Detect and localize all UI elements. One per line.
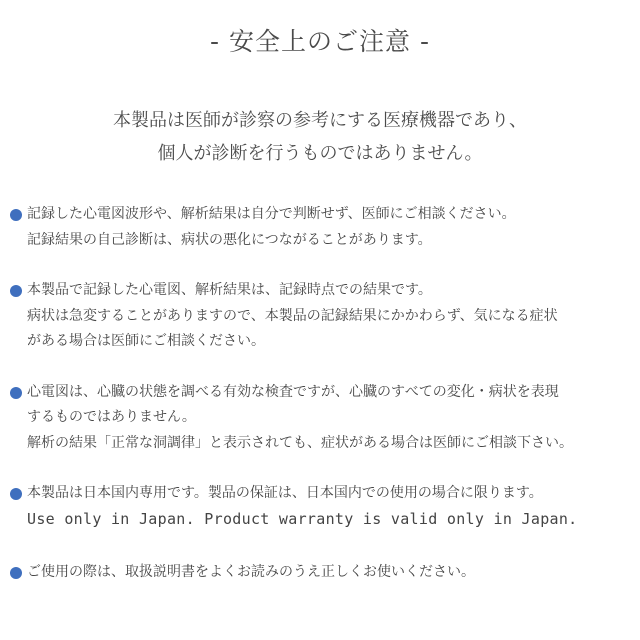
- notice-item: [10, 481, 635, 532]
- notice-list: [10, 202, 635, 586]
- notice-line: 記録した心電図波形や、解析結果は自分で判断せず、医師にご相談ください。: [27, 206, 516, 222]
- notice-item: [10, 278, 635, 355]
- notice-line: 本製品は日本国内専用です。製品の保証は、日本国内での使用の場合に限ります。: [27, 485, 543, 501]
- intro-line: 個人が診断を行うものではありません。: [157, 143, 483, 164]
- notice-item: [10, 560, 635, 586]
- notice-line: がある場合は医師にご相談ください。: [27, 333, 265, 349]
- notice-item: [10, 202, 635, 253]
- notice-line: 記録結果の自己診断は、病状の悪化につながることがあります。: [27, 231, 432, 248]
- bullet-dot-icon: [10, 209, 22, 221]
- bullet-dot-icon: [10, 567, 22, 579]
- notice-line: 心電図は、心臓の状態を調べる有効な検査ですが、心臓のすべての変化・病状を表現: [27, 383, 559, 400]
- notice-line-english: Use only in Japan. Product warranty is valid only in Japan.: [27, 509, 578, 528]
- notice-line: 解析の結果「正常な洞調律」と表示されても、症状がある場合は医師にご相談下さい。: [27, 434, 573, 451]
- notice-line: するものではありません。: [27, 409, 196, 425]
- notice-line: 本製品で記録した心電図、解析結果は、記録時点での結果です。: [27, 282, 432, 298]
- intro-text: [0, 104, 640, 170]
- bullet-dot-icon: [10, 488, 22, 500]
- bullet-dot-icon: [10, 387, 22, 399]
- bullet-dot-icon: [10, 285, 22, 297]
- intro-line: 本製品は医師が診察の参考にする医療機器であり、: [113, 110, 527, 131]
- notice-line: 病状は急変することがありますので、本製品の記録結果にかかわらず、気になる症状: [27, 307, 558, 324]
- notice-item: [10, 380, 635, 457]
- page-title: - 安全上のご注意 -: [210, 27, 430, 56]
- notice-line: ご使用の際は、取扱説明書をよくお読みのうえ正しくお使いください。: [27, 564, 475, 580]
